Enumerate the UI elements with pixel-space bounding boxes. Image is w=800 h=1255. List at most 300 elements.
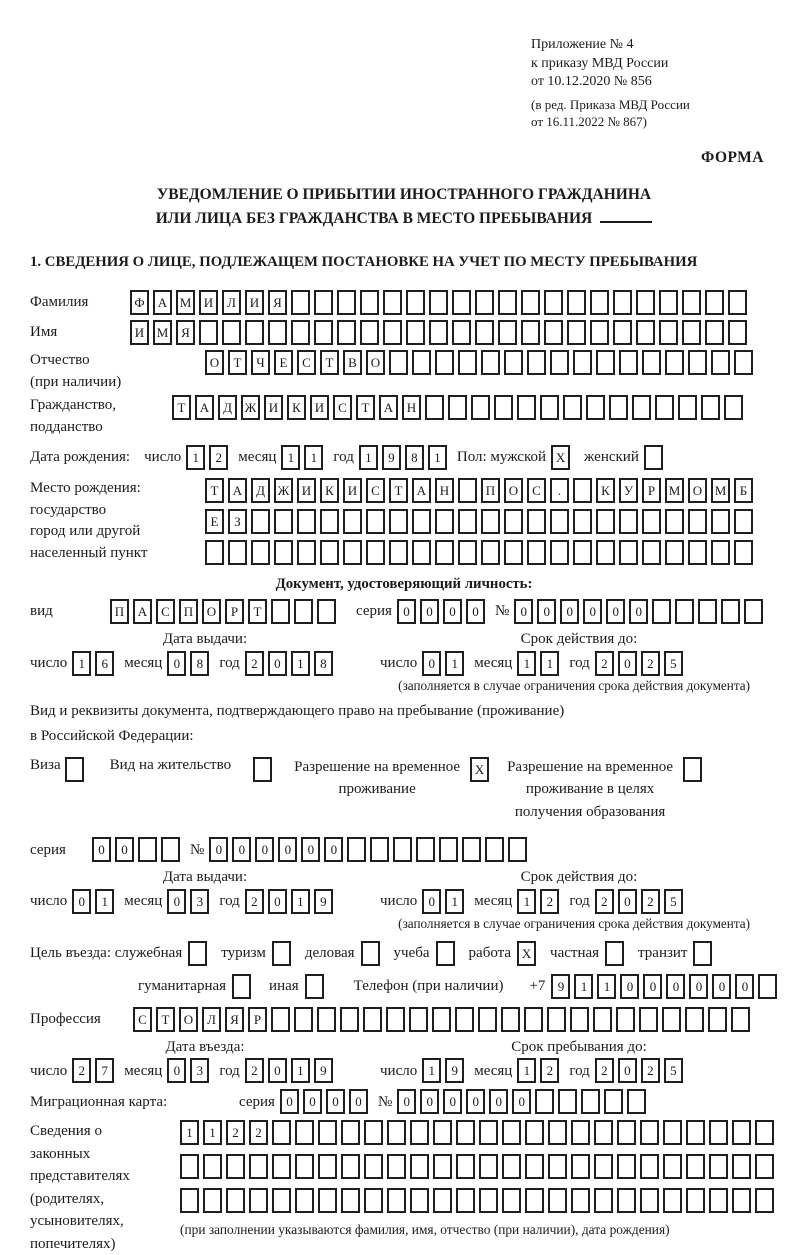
char-cell[interactable] xyxy=(180,1154,199,1179)
char-cell[interactable] xyxy=(272,1154,291,1179)
char-cell[interactable] xyxy=(383,320,402,345)
char-cell[interactable]: П xyxy=(110,599,129,624)
char-cell[interactable]: И xyxy=(297,478,316,503)
char-cell[interactable] xyxy=(435,509,454,534)
char-cell[interactable] xyxy=(475,290,494,315)
char-cell[interactable]: 1 xyxy=(304,445,323,470)
char-cell[interactable] xyxy=(581,1089,600,1114)
char-cell[interactable] xyxy=(659,290,678,315)
char-cell[interactable] xyxy=(619,540,638,565)
char-cell[interactable]: 0 xyxy=(326,1089,345,1114)
char-cell[interactable]: О xyxy=(202,599,221,624)
char-cell[interactable] xyxy=(471,395,490,420)
char-cell[interactable] xyxy=(594,1154,613,1179)
char-cell[interactable] xyxy=(425,395,444,420)
char-cell[interactable] xyxy=(640,1120,659,1145)
char-cell[interactable] xyxy=(314,320,333,345)
char-cell[interactable]: 1 xyxy=(445,651,464,676)
char-cell[interactable] xyxy=(548,1188,567,1213)
char-cell[interactable]: 0 xyxy=(232,837,251,862)
char-cell[interactable] xyxy=(596,350,615,375)
char-cell[interactable] xyxy=(504,350,523,375)
char-cell[interactable] xyxy=(410,1120,429,1145)
char-cell[interactable] xyxy=(550,540,569,565)
char-cell[interactable] xyxy=(609,395,628,420)
char-cell[interactable] xyxy=(389,509,408,534)
char-cell[interactable]: Т xyxy=(172,395,191,420)
char-cell[interactable] xyxy=(412,540,431,565)
char-cell[interactable] xyxy=(481,509,500,534)
char-cell[interactable] xyxy=(627,1089,646,1114)
char-cell[interactable] xyxy=(685,1007,704,1032)
char-cell[interactable]: 0 xyxy=(92,837,111,862)
char-cell[interactable] xyxy=(548,1154,567,1179)
char-cell[interactable]: 0 xyxy=(489,1089,508,1114)
char-cell[interactable] xyxy=(617,1154,636,1179)
char-cell[interactable]: 2 xyxy=(540,889,559,914)
char-cell[interactable]: 0 xyxy=(167,1058,186,1083)
char-cell[interactable]: 1 xyxy=(428,445,447,470)
char-cell[interactable]: 0 xyxy=(422,651,441,676)
char-cell[interactable] xyxy=(295,1154,314,1179)
char-cell[interactable]: 0 xyxy=(167,651,186,676)
char-cell[interactable]: Н xyxy=(435,478,454,503)
char-cell[interactable]: И xyxy=(343,478,362,503)
char-cell[interactable] xyxy=(640,1188,659,1213)
char-cell[interactable] xyxy=(686,1154,705,1179)
char-cell[interactable] xyxy=(228,540,247,565)
char-cell[interactable]: 2 xyxy=(72,1058,91,1083)
char-cell[interactable] xyxy=(429,320,448,345)
char-cell[interactable] xyxy=(544,320,563,345)
char-cell[interactable] xyxy=(508,837,527,862)
char-cell[interactable] xyxy=(709,1120,728,1145)
char-cell[interactable] xyxy=(452,290,471,315)
char-cell[interactable]: 0 xyxy=(443,599,462,624)
char-cell[interactable] xyxy=(665,509,684,534)
study-checkbox[interactable] xyxy=(436,941,455,966)
char-cell[interactable] xyxy=(318,1120,337,1145)
char-cell[interactable]: В xyxy=(343,350,362,375)
char-cell[interactable]: К xyxy=(320,478,339,503)
char-cell[interactable] xyxy=(341,1154,360,1179)
char-cell[interactable]: С xyxy=(156,599,175,624)
char-cell[interactable] xyxy=(393,837,412,862)
char-cell[interactable]: 0 xyxy=(512,1089,531,1114)
char-cell[interactable] xyxy=(663,1188,682,1213)
char-cell[interactable] xyxy=(205,540,224,565)
char-cell[interactable]: 1 xyxy=(540,651,559,676)
char-cell[interactable] xyxy=(652,599,671,624)
char-cell[interactable] xyxy=(494,395,513,420)
char-cell[interactable]: 8 xyxy=(190,651,209,676)
char-cell[interactable] xyxy=(458,478,477,503)
char-cell[interactable]: М xyxy=(176,290,195,315)
char-cell[interactable] xyxy=(226,1188,245,1213)
char-cell[interactable]: 2 xyxy=(641,1058,660,1083)
humanitarian-checkbox[interactable] xyxy=(232,974,251,999)
char-cell[interactable]: О xyxy=(179,1007,198,1032)
char-cell[interactable]: Л xyxy=(202,1007,221,1032)
char-cell[interactable]: 0 xyxy=(560,599,579,624)
char-cell[interactable] xyxy=(318,1154,337,1179)
char-cell[interactable] xyxy=(297,540,316,565)
char-cell[interactable] xyxy=(485,837,504,862)
char-cell[interactable]: 1 xyxy=(517,889,536,914)
char-cell[interactable] xyxy=(734,540,753,565)
char-cell[interactable] xyxy=(268,320,287,345)
char-cell[interactable]: И xyxy=(310,395,329,420)
char-cell[interactable]: 0 xyxy=(301,837,320,862)
char-cell[interactable] xyxy=(721,599,740,624)
char-cell[interactable]: 1 xyxy=(574,974,593,999)
char-cell[interactable] xyxy=(458,509,477,534)
char-cell[interactable] xyxy=(456,1188,475,1213)
char-cell[interactable]: 2 xyxy=(540,1058,559,1083)
char-cell[interactable]: 0 xyxy=(209,837,228,862)
residence-checkbox[interactable] xyxy=(253,757,272,782)
char-cell[interactable] xyxy=(370,837,389,862)
char-cell[interactable] xyxy=(412,509,431,534)
char-cell[interactable] xyxy=(291,290,310,315)
char-cell[interactable]: И xyxy=(130,320,149,345)
char-cell[interactable]: Р xyxy=(248,1007,267,1032)
char-cell[interactable] xyxy=(675,599,694,624)
char-cell[interactable]: 0 xyxy=(324,837,343,862)
char-cell[interactable]: Ж xyxy=(274,478,293,503)
char-cell[interactable]: О xyxy=(205,350,224,375)
char-cell[interactable]: 1 xyxy=(180,1120,199,1145)
char-cell[interactable]: О xyxy=(366,350,385,375)
char-cell[interactable] xyxy=(604,1089,623,1114)
char-cell[interactable] xyxy=(525,1120,544,1145)
char-cell[interactable] xyxy=(640,1154,659,1179)
char-cell[interactable] xyxy=(410,1154,429,1179)
char-cell[interactable]: 0 xyxy=(72,889,91,914)
char-cell[interactable] xyxy=(525,1154,544,1179)
char-cell[interactable]: . xyxy=(550,478,569,503)
char-cell[interactable] xyxy=(387,1188,406,1213)
char-cell[interactable]: М xyxy=(711,478,730,503)
char-cell[interactable]: П xyxy=(481,478,500,503)
char-cell[interactable]: У xyxy=(619,478,638,503)
char-cell[interactable]: С xyxy=(333,395,352,420)
char-cell[interactable]: 9 xyxy=(551,974,570,999)
char-cell[interactable] xyxy=(502,1188,521,1213)
char-cell[interactable]: Я xyxy=(176,320,195,345)
char-cell[interactable] xyxy=(636,320,655,345)
char-cell[interactable] xyxy=(479,1154,498,1179)
char-cell[interactable]: 3 xyxy=(190,1058,209,1083)
char-cell[interactable] xyxy=(590,290,609,315)
char-cell[interactable] xyxy=(734,509,753,534)
char-cell[interactable] xyxy=(705,290,724,315)
char-cell[interactable]: 0 xyxy=(115,837,134,862)
char-cell[interactable]: 9 xyxy=(314,1058,333,1083)
char-cell[interactable] xyxy=(540,395,559,420)
char-cell[interactable]: К xyxy=(596,478,615,503)
char-cell[interactable] xyxy=(662,1007,681,1032)
char-cell[interactable]: А xyxy=(228,478,247,503)
char-cell[interactable] xyxy=(337,320,356,345)
char-cell[interactable] xyxy=(360,320,379,345)
char-cell[interactable] xyxy=(701,395,720,420)
char-cell[interactable]: 1 xyxy=(291,1058,310,1083)
char-cell[interactable]: К xyxy=(287,395,306,420)
char-cell[interactable]: С xyxy=(527,478,546,503)
char-cell[interactable] xyxy=(732,1188,751,1213)
char-cell[interactable]: 0 xyxy=(422,889,441,914)
char-cell[interactable]: Т xyxy=(228,350,247,375)
char-cell[interactable] xyxy=(744,599,763,624)
char-cell[interactable] xyxy=(161,837,180,862)
char-cell[interactable] xyxy=(527,350,546,375)
char-cell[interactable] xyxy=(291,320,310,345)
char-cell[interactable]: 7 xyxy=(95,1058,114,1083)
char-cell[interactable]: 0 xyxy=(583,599,602,624)
study-permit-checkbox[interactable] xyxy=(683,757,702,782)
char-cell[interactable] xyxy=(272,1188,291,1213)
char-cell[interactable] xyxy=(479,1188,498,1213)
char-cell[interactable] xyxy=(617,1188,636,1213)
char-cell[interactable] xyxy=(724,395,743,420)
char-cell[interactable] xyxy=(448,395,467,420)
char-cell[interactable]: И xyxy=(245,290,264,315)
char-cell[interactable]: Ф xyxy=(130,290,149,315)
char-cell[interactable] xyxy=(364,1188,383,1213)
char-cell[interactable] xyxy=(521,290,540,315)
char-cell[interactable] xyxy=(663,1154,682,1179)
char-cell[interactable] xyxy=(558,1089,577,1114)
char-cell[interactable] xyxy=(341,1120,360,1145)
char-cell[interactable]: З xyxy=(228,509,247,534)
char-cell[interactable] xyxy=(732,1154,751,1179)
char-cell[interactable]: 1 xyxy=(186,445,205,470)
char-cell[interactable] xyxy=(245,320,264,345)
char-cell[interactable]: 0 xyxy=(167,889,186,914)
char-cell[interactable] xyxy=(320,509,339,534)
char-cell[interactable]: 0 xyxy=(420,599,439,624)
char-cell[interactable]: 0 xyxy=(397,599,416,624)
char-cell[interactable] xyxy=(294,1007,313,1032)
char-cell[interactable] xyxy=(318,1188,337,1213)
char-cell[interactable]: Р xyxy=(642,478,661,503)
char-cell[interactable]: 1 xyxy=(359,445,378,470)
char-cell[interactable]: А xyxy=(133,599,152,624)
char-cell[interactable] xyxy=(387,1154,406,1179)
char-cell[interactable]: Д xyxy=(251,478,270,503)
char-cell[interactable] xyxy=(527,540,546,565)
char-cell[interactable]: Д xyxy=(218,395,237,420)
char-cell[interactable]: 5 xyxy=(664,651,683,676)
char-cell[interactable] xyxy=(337,290,356,315)
char-cell[interactable]: С xyxy=(297,350,316,375)
char-cell[interactable] xyxy=(271,599,290,624)
char-cell[interactable] xyxy=(429,290,448,315)
char-cell[interactable] xyxy=(619,509,638,534)
char-cell[interactable] xyxy=(550,509,569,534)
char-cell[interactable] xyxy=(573,350,592,375)
char-cell[interactable] xyxy=(452,320,471,345)
char-cell[interactable]: 1 xyxy=(291,889,310,914)
char-cell[interactable] xyxy=(732,1120,751,1145)
char-cell[interactable] xyxy=(409,1007,428,1032)
char-cell[interactable]: 0 xyxy=(443,1089,462,1114)
char-cell[interactable] xyxy=(294,599,313,624)
char-cell[interactable] xyxy=(406,320,425,345)
char-cell[interactable] xyxy=(462,837,481,862)
char-cell[interactable] xyxy=(678,395,697,420)
char-cell[interactable] xyxy=(297,509,316,534)
char-cell[interactable] xyxy=(686,1188,705,1213)
char-cell[interactable]: 2 xyxy=(245,651,264,676)
char-cell[interactable] xyxy=(383,290,402,315)
char-cell[interactable] xyxy=(498,320,517,345)
char-cell[interactable] xyxy=(366,509,385,534)
char-cell[interactable]: М xyxy=(153,320,172,345)
char-cell[interactable]: Т xyxy=(156,1007,175,1032)
char-cell[interactable]: Т xyxy=(356,395,375,420)
char-cell[interactable] xyxy=(734,350,753,375)
char-cell[interactable]: 0 xyxy=(420,1089,439,1114)
char-cell[interactable]: 2 xyxy=(245,1058,264,1083)
char-cell[interactable]: Ч xyxy=(251,350,270,375)
char-cell[interactable]: 1 xyxy=(281,445,300,470)
char-cell[interactable]: Н xyxy=(402,395,421,420)
char-cell[interactable] xyxy=(433,1188,452,1213)
char-cell[interactable]: 6 xyxy=(95,651,114,676)
char-cell[interactable]: 0 xyxy=(268,889,287,914)
char-cell[interactable] xyxy=(481,540,500,565)
char-cell[interactable] xyxy=(567,320,586,345)
char-cell[interactable]: 9 xyxy=(314,889,333,914)
char-cell[interactable] xyxy=(590,320,609,345)
char-cell[interactable] xyxy=(613,320,632,345)
char-cell[interactable]: 0 xyxy=(618,651,637,676)
char-cell[interactable] xyxy=(547,1007,566,1032)
char-cell[interactable] xyxy=(527,509,546,534)
char-cell[interactable]: 2 xyxy=(641,889,660,914)
char-cell[interactable] xyxy=(274,540,293,565)
char-cell[interactable]: 0 xyxy=(606,599,625,624)
char-cell[interactable] xyxy=(573,478,592,503)
char-cell[interactable] xyxy=(596,540,615,565)
char-cell[interactable] xyxy=(251,509,270,534)
char-cell[interactable] xyxy=(593,1007,612,1032)
char-cell[interactable] xyxy=(663,1120,682,1145)
char-cell[interactable] xyxy=(665,350,684,375)
char-cell[interactable] xyxy=(295,1120,314,1145)
char-cell[interactable] xyxy=(711,350,730,375)
char-cell[interactable] xyxy=(659,320,678,345)
char-cell[interactable] xyxy=(343,509,362,534)
char-cell[interactable] xyxy=(563,395,582,420)
char-cell[interactable]: 1 xyxy=(445,889,464,914)
char-cell[interactable] xyxy=(688,509,707,534)
char-cell[interactable]: 0 xyxy=(618,1058,637,1083)
char-cell[interactable]: 1 xyxy=(291,651,310,676)
char-cell[interactable]: 3 xyxy=(190,889,209,914)
char-cell[interactable] xyxy=(711,540,730,565)
char-cell[interactable] xyxy=(435,540,454,565)
char-cell[interactable] xyxy=(249,1188,268,1213)
char-cell[interactable]: 0 xyxy=(466,599,485,624)
char-cell[interactable] xyxy=(550,350,569,375)
char-cell[interactable]: Л xyxy=(222,290,241,315)
char-cell[interactable] xyxy=(567,290,586,315)
char-cell[interactable] xyxy=(456,1154,475,1179)
char-cell[interactable]: 0 xyxy=(620,974,639,999)
char-cell[interactable]: 0 xyxy=(303,1089,322,1114)
char-cell[interactable] xyxy=(616,1007,635,1032)
char-cell[interactable] xyxy=(705,320,724,345)
char-cell[interactable] xyxy=(271,1007,290,1032)
char-cell[interactable]: Т xyxy=(320,350,339,375)
char-cell[interactable]: Р xyxy=(225,599,244,624)
char-cell[interactable] xyxy=(203,1154,222,1179)
char-cell[interactable]: 0 xyxy=(466,1089,485,1114)
char-cell[interactable] xyxy=(433,1120,452,1145)
char-cell[interactable]: П xyxy=(179,599,198,624)
char-cell[interactable] xyxy=(456,1120,475,1145)
char-cell[interactable] xyxy=(698,599,717,624)
char-cell[interactable] xyxy=(524,1007,543,1032)
char-cell[interactable]: 2 xyxy=(249,1120,268,1145)
char-cell[interactable]: 2 xyxy=(245,889,264,914)
char-cell[interactable]: 2 xyxy=(209,445,228,470)
char-cell[interactable] xyxy=(570,1007,589,1032)
char-cell[interactable] xyxy=(728,320,747,345)
char-cell[interactable]: С xyxy=(366,478,385,503)
char-cell[interactable] xyxy=(544,290,563,315)
char-cell[interactable] xyxy=(389,350,408,375)
char-cell[interactable] xyxy=(594,1188,613,1213)
char-cell[interactable]: 0 xyxy=(255,837,274,862)
char-cell[interactable] xyxy=(617,1120,636,1145)
char-cell[interactable]: А xyxy=(379,395,398,420)
char-cell[interactable] xyxy=(364,1154,383,1179)
char-cell[interactable] xyxy=(594,1120,613,1145)
char-cell[interactable] xyxy=(458,540,477,565)
char-cell[interactable] xyxy=(502,1120,521,1145)
char-cell[interactable] xyxy=(655,395,674,420)
char-cell[interactable]: 0 xyxy=(280,1089,299,1114)
char-cell[interactable] xyxy=(711,509,730,534)
char-cell[interactable]: М xyxy=(665,478,684,503)
char-cell[interactable]: 0 xyxy=(268,651,287,676)
char-cell[interactable]: 0 xyxy=(514,599,533,624)
char-cell[interactable]: 1 xyxy=(517,651,536,676)
char-cell[interactable] xyxy=(504,509,523,534)
char-cell[interactable] xyxy=(525,1188,544,1213)
char-cell[interactable] xyxy=(521,320,540,345)
char-cell[interactable] xyxy=(502,1154,521,1179)
char-cell[interactable] xyxy=(642,540,661,565)
char-cell[interactable]: 5 xyxy=(664,889,683,914)
char-cell[interactable] xyxy=(481,350,500,375)
char-cell[interactable] xyxy=(573,509,592,534)
char-cell[interactable] xyxy=(755,1154,774,1179)
char-cell[interactable]: 1 xyxy=(517,1058,536,1083)
char-cell[interactable]: 1 xyxy=(72,651,91,676)
char-cell[interactable] xyxy=(203,1188,222,1213)
char-cell[interactable]: 2 xyxy=(226,1120,245,1145)
char-cell[interactable] xyxy=(251,540,270,565)
char-cell[interactable] xyxy=(636,290,655,315)
transit-checkbox[interactable] xyxy=(693,941,712,966)
char-cell[interactable] xyxy=(340,1007,359,1032)
char-cell[interactable]: Т xyxy=(248,599,267,624)
